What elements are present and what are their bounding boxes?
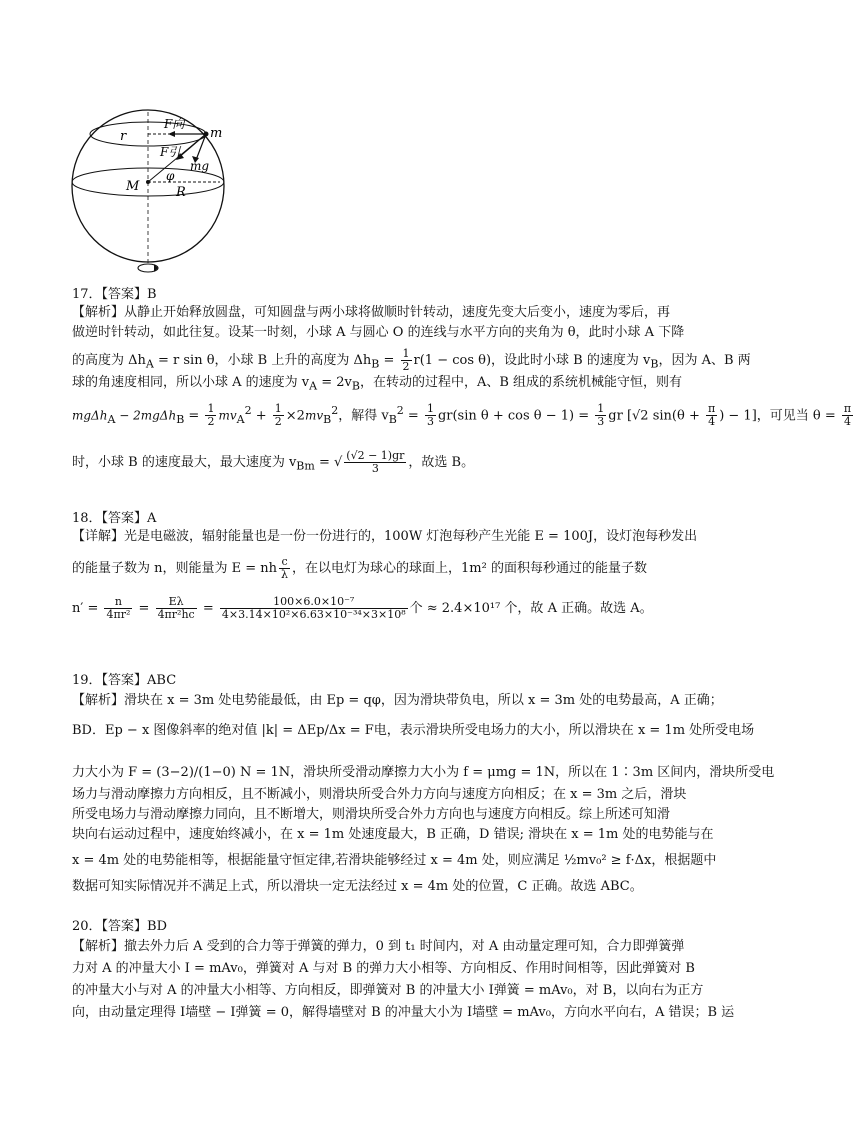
q17-line3b: = r sin θ，小球 B 上升的高度为 Δh xyxy=(158,353,372,368)
q18-line2: 的能量子数为 n，则能量为 E = nh $\frac{c}{\lambda}$ ，在以电灯为球心的球面上，1m² 的面积每秒通过的能量子数 xyxy=(72,555,647,581)
q19-line3: 力大小为 F = (3−2)/(1−0) N = 1N，滑块所受滑动摩擦力大小为 f = μmg = 1N，所以在 1∶3m 区间内，滑块所受电 xyxy=(72,765,775,780)
mass-m-point xyxy=(204,132,209,137)
q20-line3: 的冲量大小与对 A 的冲量大小相等、方向相反，即弹簧对 B 的冲量大小 I弹簧 = mAv₀，对 B，以向右为正方 xyxy=(72,983,704,998)
q18-line2a: 的能量子数为 n，则能量为 E = nh xyxy=(72,561,278,576)
q18-line1: 【详解】光是电磁波，辐射能量也是一份一份进行的，100W 灯泡每秒产生光能 E = 100J，设灯泡每秒发出 xyxy=(72,529,698,544)
label-F-yin: F引 xyxy=(160,145,181,159)
sphere-svg xyxy=(60,108,240,278)
sphere-diagram xyxy=(60,108,240,278)
label-F-xiang: F向 xyxy=(164,117,185,131)
label-mg: mg xyxy=(190,159,210,173)
label-M: M xyxy=(126,179,140,194)
q18-header: 18．【答案】A xyxy=(72,511,157,526)
q19-line2: BD．Ep − x 图像斜率的绝对值 |k| = ΔEp/Δx = F电，表示滑块所受电场力的大小，所以滑块在 x = 1m 处所受电场 xyxy=(72,723,755,738)
q18-line3b: = xyxy=(134,601,154,616)
q17-line4b: = 2v xyxy=(317,375,352,390)
q17-line6c: ，故选 B。 xyxy=(408,455,475,470)
q17-line4: 球的角速度相同，所以小球 A 的速度为 $v_A = 2v_B$，在转动的过程中，A、B 组成的系统机械能守恒，则有 xyxy=(72,375,683,393)
q19-line7: x = 4m 处的电势能相等，根据能量守恒定律,若滑块能够经过 x = 4m 处，则应满足 ½mv₀² ≥ f·Δx，根据题中 xyxy=(72,853,717,868)
q17-line2: 做逆时针转动，如此往复。设某一时刻，小球 A 与圆心 O 的连线与水平方向的夹角为 θ，此时小球 A 下降 xyxy=(72,325,685,340)
q17-line6: 时，小球 B 的速度最大，最大速度为 $v_{Bm}$ = √ $\frac{(√2 - 1)gr}{3}$ ，故选 B。 xyxy=(72,449,475,475)
q17-line6a: 时，小球 B 的速度最大，最大速度为 v xyxy=(72,455,297,470)
label-m: m xyxy=(210,126,223,141)
q17-line3c: r(1 − cos θ)，设此时小球 B 的速度为 v xyxy=(413,353,651,368)
q17-line5c: = xyxy=(184,408,204,424)
q19-header: 19．【答案】ABC xyxy=(72,673,177,688)
q19-line8: 数据可知实际情况并不满足上式，所以滑块一定无法经过 x = 4m 处的位置，C 正确。故选 ABC。 xyxy=(72,879,643,894)
q17-frac-half: $\frac{1}{2}$ xyxy=(402,347,410,373)
q17-line6b: = xyxy=(314,455,334,470)
q17-line5d: ，解得 v xyxy=(338,408,389,424)
q17-line5a: mgΔh xyxy=(72,408,108,423)
q19-line6: 块向右运动过程中，速度始终减小，在 x = 1m 处速度最大，B 正确，D 错误; 滑块在 x = 1m 处的电势能与在 xyxy=(72,827,714,842)
q19-line5: 所受电场力与滑动摩擦力同向，且不断增大，则滑块所受合外力方向也与速度方向相反。综上所述可知滑 xyxy=(72,807,671,822)
label-phi: φ xyxy=(166,169,175,183)
q20-header: 20．【答案】BD xyxy=(72,919,168,934)
q17-line5: mgΔh$_A$ − 2mgΔh$_B$ = $\frac{1}{2}$ $mv_A^2$ + $\frac{1}{2}$ $\times 2mv_B^2$，解得 $v_B^2$ = $\frac{1}{3}$ gr(sin θ + cos θ − 1) = $\frac{1}{3}$ gr [√2 sin(θ + $\frac{\pi}{4}$ ) − 1]，可见当 θ = $\frac{\pi}{4}$ xyxy=(72,402,852,429)
q18-line3a: n′ = xyxy=(72,601,103,616)
label-r: r xyxy=(120,129,127,144)
q17-line5h: ) − 1]，可见当 θ = xyxy=(719,408,840,424)
force-centripetal-arrowhead xyxy=(168,131,175,137)
q17-line3a: 的高度为 Δh xyxy=(72,353,146,368)
q19-line1: 【解析】滑块在 x = 3m 处电势能最低，由 Ep = qφ，因为滑块带负电，所以 x = 3m 处的电势最高，A 正确； xyxy=(72,693,723,708)
q17-line3: 的高度为 $\Delta h_A = r$ sin θ，小球 B 上升的高度为 $\Delta h_B$ = $\frac{1}{2}$ r(1 − cos θ)，设此时小球 B 的速度为 $v_B$，因为 A、B 两 xyxy=(72,347,751,373)
q18-line3c: = xyxy=(198,601,218,616)
q20-line2: 力对 A 的冲量大小 I = mAv₀，弹簧对 A 与对 B 的弹力大小相等、方向相反、作用时间相等，因此弹簧对 B xyxy=(72,961,695,976)
q18-line3: n′ = $\frac{n}{\text{4πr²}}$ = $\frac{E\lambda}{\text{4πr²hc}}$ = $\frac{\text{100×6.0×10⁻⁷}}{\text{4×3.14×10²×6.63×10⁻³⁴×3×10⁸}}$ 个 ≈ 2.4×10¹⁷ 个，故 A 正确。故选 A。 xyxy=(72,595,653,621)
q17-line3d: ，因为 A、B 两 xyxy=(658,353,751,368)
center-M-point xyxy=(146,180,150,184)
q17-line5f: gr(sin θ + cos θ − 1) = xyxy=(437,408,594,424)
label-R: R xyxy=(176,185,186,200)
q17-line4a: 球的角速度相同，所以小球 A 的速度为 v xyxy=(72,375,310,390)
q20-line1: 【解析】撤去外力后 A 受到的合力等于弹簧的弹力，0 到 t₁ 时间内，对 A 由动量定理可知，合力即弹簧弹 xyxy=(72,939,685,954)
q17-header: 17．【答案】B xyxy=(72,287,157,302)
q17-line1: 【解析】从静止开始释放圆盘，可知圆盘与两小球将做顺时针转动，速度先变大后变小，速度为零后，再 xyxy=(72,305,671,320)
q20-line4: 向，由动量定理得 I墙壁 − I弹簧 = 0，解得墙壁对 B 的冲量大小为 I墙壁 = mAv₀，方向水平向右，A 错误；B 运 xyxy=(72,1005,735,1020)
q18-line3d: 个 ≈ 2.4×10¹⁷ 个，故 A 正确。故选 A。 xyxy=(409,601,653,616)
q17-line5b: − 2mgΔh xyxy=(115,408,177,423)
q18-line2b: ，在以电灯为球心的球面上，1m² 的面积每秒通过的能量子数 xyxy=(292,561,647,576)
q17-line5e: = xyxy=(403,408,423,424)
q17-line5g: gr [√2 sin(θ + xyxy=(608,408,704,424)
q19-line4: 场力与滑动摩擦力方向相反，且不断减小，则滑块所受合外力方向与速度方向相反；在 x = 3m 之后，滑块 xyxy=(72,787,687,802)
q17-line4c: ，在转动的过程中，A、B 组成的系统机械能守恒，则有 xyxy=(359,375,683,390)
